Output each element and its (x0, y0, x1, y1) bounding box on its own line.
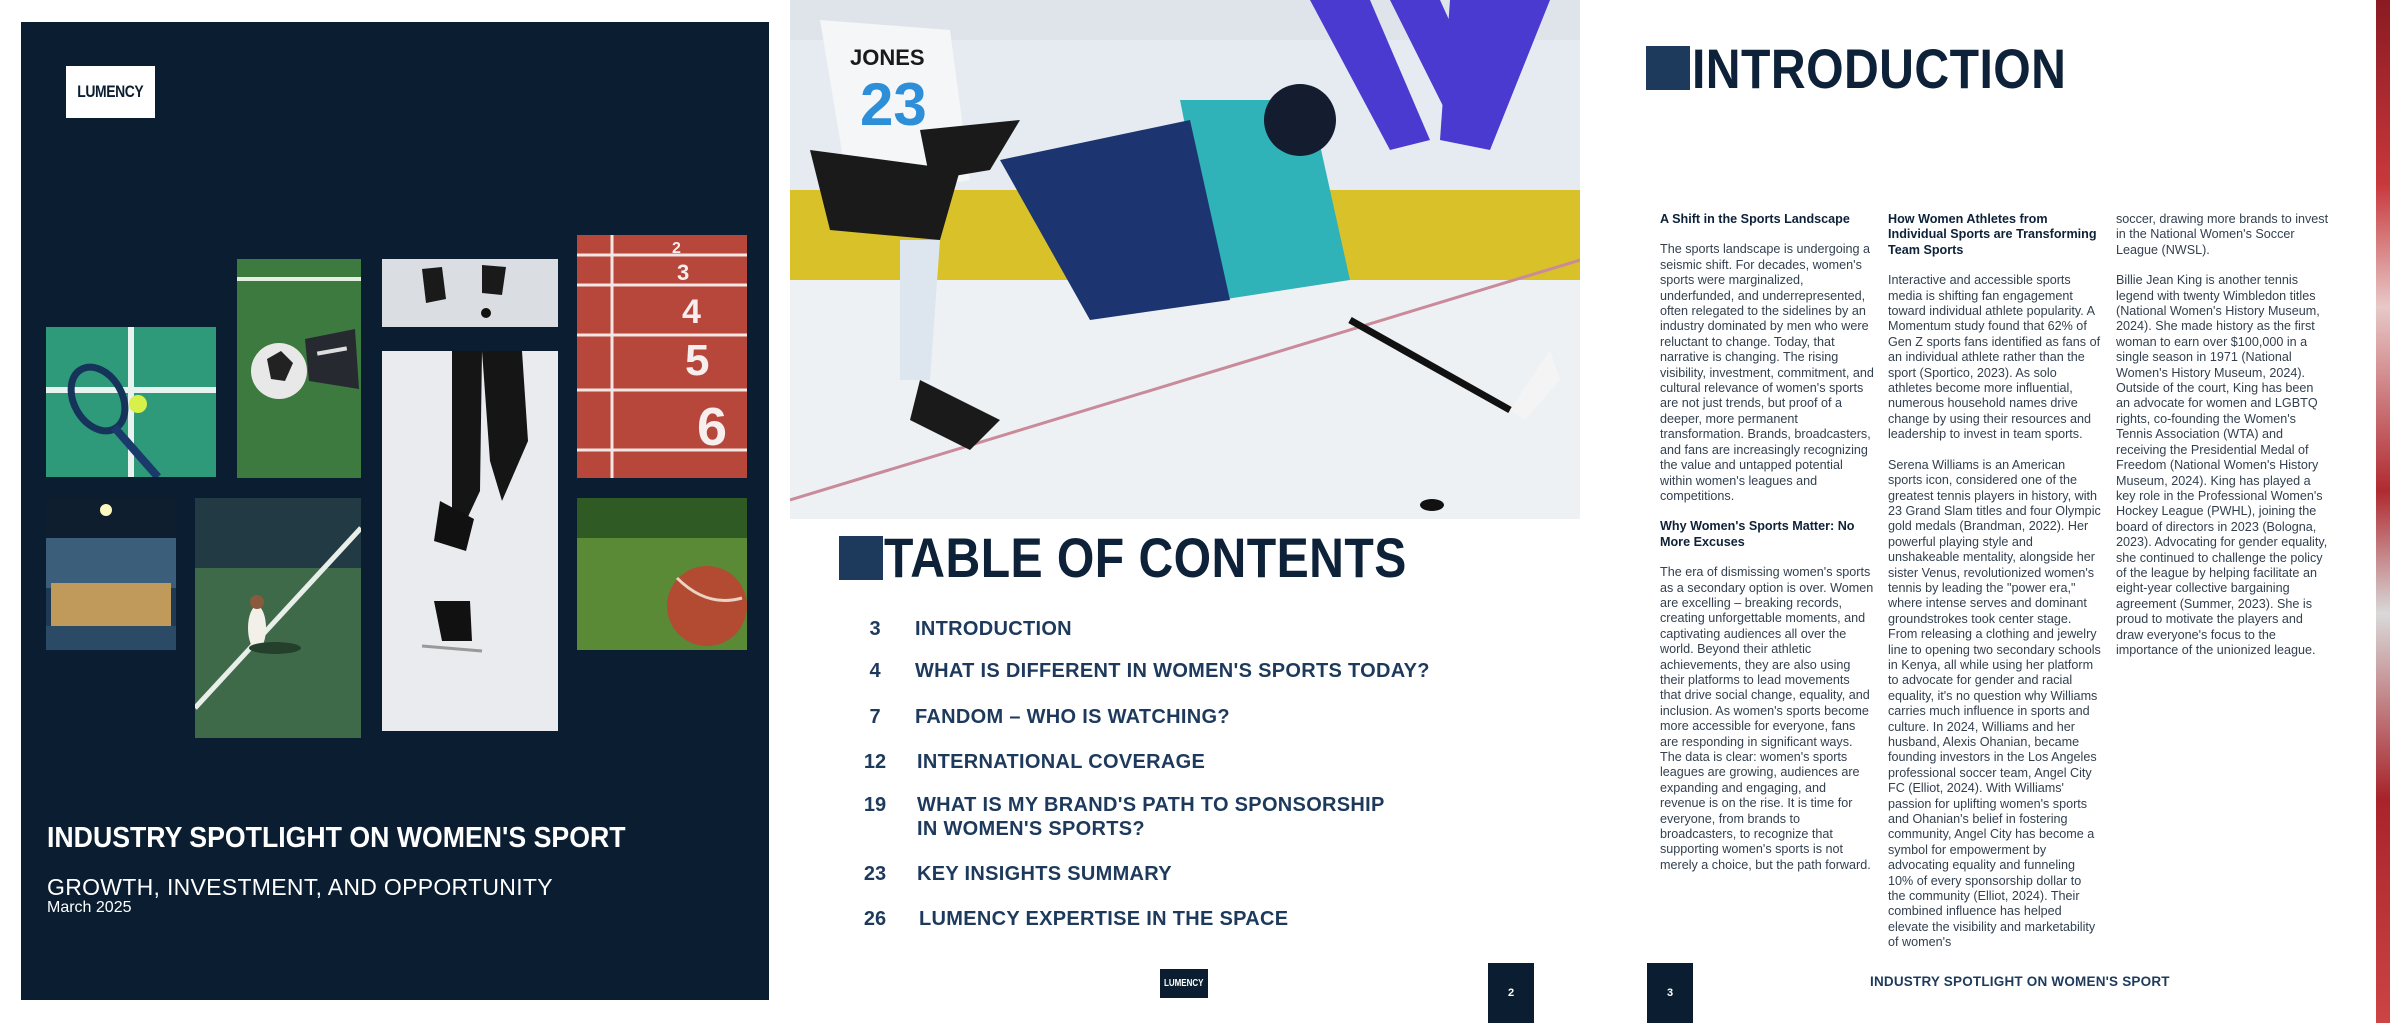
tennis-player-image (195, 498, 361, 738)
toc-page-number: 26 (863, 908, 887, 930)
toc-label: WHAT IS DIFFERENT IN WOMEN'S SPORTS TODAY? (915, 660, 1430, 682)
intro-column-3 (2116, 212, 2330, 673)
intro-heading: INTRODUCTION (1692, 37, 2067, 100)
toc-label: KEY INSIGHTS SUMMARY (917, 863, 1172, 885)
body-paragraph: The sports landscape is undergoing a seismic shift. For decades, women's sports were marginalized, underfunded, and underrepresented, often relegated to the sidelines by an industry dominated by men who were reluctant to change. Today, that narrative is changing. The rising visibility, investment, commitment, and cultural relevance of women's sports are not just trends, but proof of a deeper, more permanent transformation. Brands, broadcasters, and fans are increasingly recognizing the value and untapped potential within women's leagues and competitions. (1660, 242, 1874, 503)
body-paragraph: Billie Jean King is another tennis legend with twenty Wimbledon titles (National Women's History Museum, 2024). She made history as the first woman to earn over $100,000 in a single season in 1971 (National Women's History Museum, 2024). Outside of the court, King has been an advocate for women and LGBTQ rights, co-founding the Women's Tennis Association (WTA) and receiving the Presidential Medal of Freedom (National Women's History Museum, 2024). King has played a key role in the Professional Women's Hockey League (PWHL), joining the board of directors in 2023 (Bologna, 2023). Advocating for gender equality, she continued to challenge the policy of the league by helping facilitate an eight-year collective bargaining agreement (Summer, 2023). She is proud to motivate the players and draw everyone's focus to the importance of the unionized league. (2116, 273, 2328, 657)
body-paragraph: soccer, drawing more brands to invest in the National Women's Soccer League (NWSL). (2116, 212, 2329, 257)
soccer-ball-cleat-image (237, 259, 361, 478)
intro-column-2 (1888, 212, 2102, 966)
lumency-logo (66, 66, 155, 118)
toc-label: INTRODUCTION (915, 618, 1072, 640)
svg-text:6: 6 (697, 397, 728, 457)
page-number-tab: 3 (1647, 963, 1693, 1023)
toc-page-number: 12 (863, 751, 887, 773)
footer-logo (1160, 969, 1208, 998)
toc-page-number: 7 (869, 706, 881, 728)
tennis-racket-image (46, 327, 216, 477)
body-paragraph: Serena Williams is an American sports icon, considered one of the greatest tennis players in history, with 23 Grand Slam titles and four Olympic gold medals (Brandman, 2022). Her powerful playing style and unshakeable mentality, alongside her sister Venus, revolutionized women's tennis by leading the "power era," where intense serves and dominant groundstrokes took center stage. From releasing a clothing and jewelry line to opening two secondary schools in Kenya, all while using her platform to advocate for gender and racial equality, it's no question why Williams carries much influence in sports and culture. In 2024, Williams and her husband, Alexis Ohanian, became founding investors in the Los Angeles professional soccer team, Angel City FC (Elliot, 2024). With Williams' passion for uplifting women's sports and Ohanian's belief in fostering community, Angel City has become a symbol for empowerment by advocating equality and funneling 10% of every sponsorship dollar to the community (Elliot, 2024). Their combined influence has helped elevate the visibility and marketability of women's (1888, 457, 2101, 950)
page-footer: INDUSTRY SPOTLIGHT ON WOMEN'S SPORT (1870, 974, 2170, 989)
cover-page (21, 22, 769, 1000)
svg-text:4: 4 (682, 293, 701, 331)
body-paragraph: Interactive and accessible sports media is shifting fan engagement toward individual athlete popularity. A Momentum study found that 62% of Gen Z sports fans identified as fans of an individual athlete rather than the sport (Sportico, 2023). As solo athletes become more influential, numerous household names drive change by using their resources and leadership to invest in team sports. (1888, 273, 2101, 442)
next-page-edge (2376, 0, 2390, 1023)
cover-subtitle: GROWTH, INVESTMENT, AND OPPORTUNITY (47, 874, 553, 900)
basketball-arena-image (46, 498, 176, 650)
cover-date: March 2025 (47, 899, 132, 916)
jersey-number: 23 (860, 71, 927, 138)
toc-page-number: 23 (863, 863, 887, 885)
player-name: JONES (850, 45, 925, 70)
logo-text: LUMENCY (77, 82, 144, 101)
toc-page-number: 19 (863, 794, 887, 816)
intro-heading-marker (1646, 46, 1690, 90)
toc-heading-marker (839, 536, 883, 580)
table-of-contents-page (790, 0, 1580, 1023)
section-heading: A Shift in the Sports Landscape (1660, 212, 1850, 226)
toc-label: FANDOM – WHO IS WATCHING? (915, 706, 1230, 728)
cricket-ball-image (577, 498, 747, 650)
footer-logo-text: LUMENCY (1164, 978, 1204, 989)
toc-label: LUMENCY EXPERTISE IN THE SPACE (919, 908, 1289, 930)
intro-column-1 (1660, 212, 1874, 888)
svg-text:2: 2 (672, 240, 681, 257)
toc-label: INTERNATIONAL COVERAGE (917, 751, 1206, 773)
page-number-tab: 2 (1488, 963, 1534, 1023)
svg-text:3: 3 (677, 260, 690, 285)
skates-image (382, 259, 558, 327)
toc-page-number: 3 (869, 618, 881, 640)
running-track-image (577, 235, 747, 478)
section-heading: Why Women's Sports Matter: No More Excuses (1660, 519, 1855, 549)
figure-skating-image (382, 351, 558, 731)
svg-text:5: 5 (685, 336, 710, 385)
toc-page-number: 4 (869, 660, 881, 682)
introduction-page (1600, 0, 2390, 1023)
toc-label-line-2: IN WOMEN'S SPORTS? (917, 818, 1145, 840)
body-paragraph: The era of dismissing women's sports as a secondary option is over. Women are excelling – breaking records, creating unforgettable moments, and captivating audiences all over the world. Beyond their athletic achievements, they are also using their platforms to lead movements that drive social change, equality, and inclusion. As women's sports become more accessible for everyone, fans are responding in significant ways. The data is clear: women's sports leagues are growing, audiences are expanding and engaging, and revenue is on the rise. It is time for everyone, from brands to broadcasters, to recognize that supporting women's sports is not merely a choice, but the path forward. (1660, 565, 1874, 872)
section-heading: How Women Athletes from Individual Sports are Transforming Team Sports (1888, 212, 2097, 257)
hockey-hero-image (790, 0, 1580, 519)
toc-heading: TABLE OF CONTENTS (884, 526, 1407, 589)
toc-label-line-1: WHAT IS MY BRAND'S PATH TO SPONSORSHIP (917, 794, 1385, 816)
cover-title: INDUSTRY SPOTLIGHT ON WOMEN'S SPORT (47, 822, 626, 854)
